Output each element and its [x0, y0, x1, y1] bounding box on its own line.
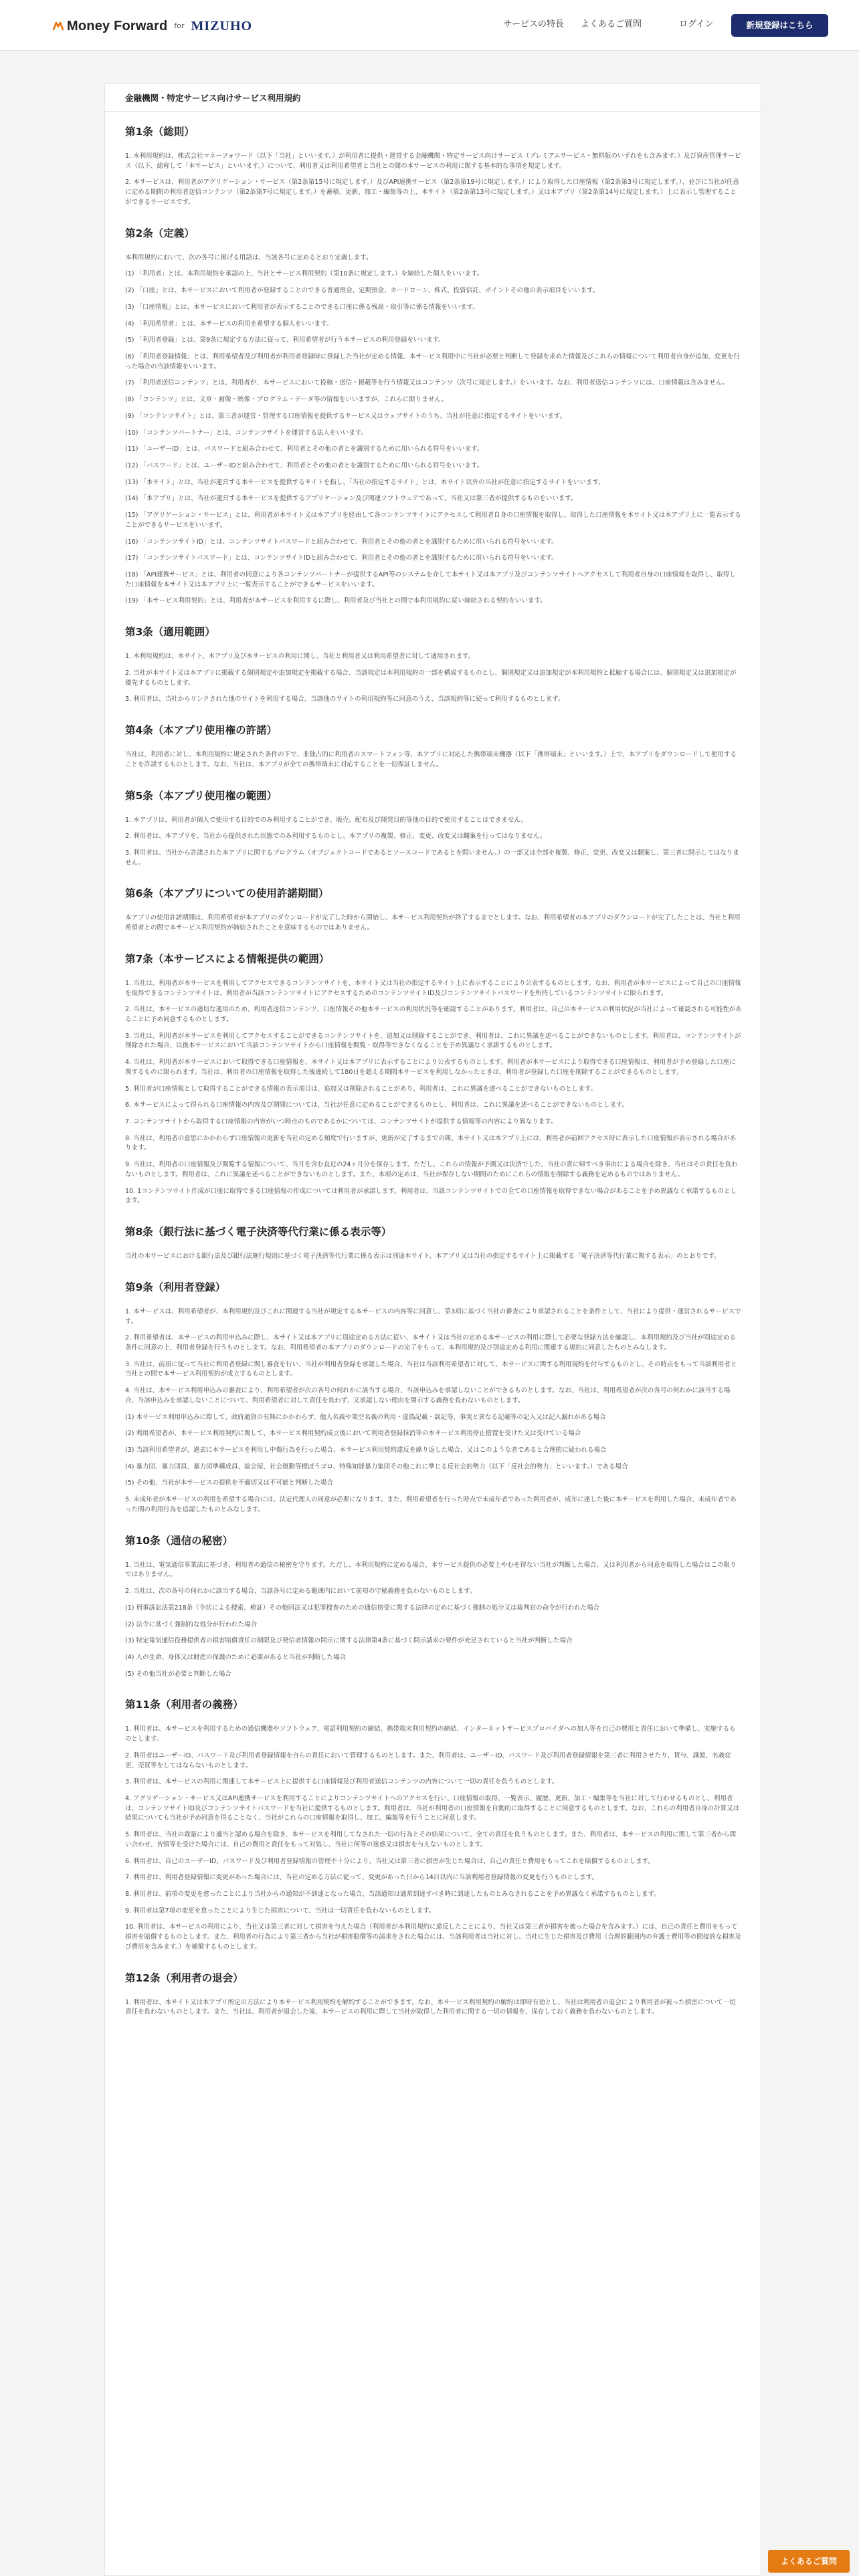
signup-button[interactable]: 新規登録はこちら [731, 14, 828, 37]
article-paragraph: 4. 当社は、本サービス利用申込みの審査により、利用希望者が次の各号の何れかに該当する場合、当該申込みを承認しないことができるものとします。なお、当社は、利用希望者が次の各号の何れかに該当する場合、当該申込みを承認しないことについて、利用希望者に対して責任を負わず、又承認しない理由を開示する義務を負わないものとします。 [125, 1387, 731, 1404]
article-paragraph: 6. 利用者は、自己のユーザーID、パスワード及び利用者登録情報の管理不十分により、当社又は第三者に損害が生じた場合は、自己の責任と費用をもってこれを賠償するものとします。 [125, 1857, 654, 1865]
nav-features-link[interactable]: サービスの特長 [503, 19, 565, 29]
article-heading: 第3条（適用範囲） [125, 626, 215, 639]
article-paragraph: (2) 「口座」とは、本サービスにおいて利用者が登録することのできる普通預金、定期預金、カードローン、株式、投資信託、ポイントその他の表示項目をいいます。 [125, 287, 599, 295]
article-paragraph: 3. 利用者は、当社からリンクされた他のサイトを利用する場合、当該他のサイトの利用規約等に同意のうえ、当該規約等に従って利用するものとします。 [125, 695, 565, 704]
article-paragraph: (16) 「コンテンツサイトID」とは、コンテンツサイトパスワードと組み合わせて、利用者とその他の者とを識別するために用いられる符号をいいます。 [125, 538, 558, 546]
article-paragraph: (19) 「本サービス利用契約」とは、利用者が本サービスを利用するに際し、利用者及び当社との間で本利用規約に従い締結される契約をいいます。 [125, 597, 547, 605]
terms-card [104, 83, 761, 2576]
article-paragraph: 3. 当社は、利用者が本サービスを利用してアクセスすることができるコンテンツサイトを、追加又は削除することができ、利用者は、これに異議を述べることができないものとします。利用者は、コンテンツサイトが削除された場合、以後本サービスにおいて当該コンテンツサイトから口座情報を閲覧・取得等できなくなることを予め異議なく承諾するものとします。 [125, 1032, 741, 1050]
article-paragraph: (6) 「利用者登録情報」とは、利用希望者及び利用者が利用者登録時に登録した当社が定める情報、本サービス利用中に当社が必要と判断して登録を求めた情報及びこれらの情報について利用者自身が追加、変更を行った場合の当該情報をいいます。 [125, 352, 740, 370]
article-paragraph: (5) 「利用者登録」とは、第9条に規定する方法に従って、利用希望者が行う本サービスの利用登録をいいます。 [125, 336, 445, 344]
article-paragraph: 7. 利用者は、利用者登録情報に変更があった場合には、当社の定める方法に従って、変更があった日から14日以内に当該利用者登録情報の変更を行うものとします。 [125, 1874, 599, 1882]
article-paragraph: (3) 「口座情報」とは、本サービスにおいて利用者が表示することのできる口座に係る残高・取引等に係る情報をいいます。 [125, 303, 479, 311]
article-paragraph: 当社の本サービスにおける銀行法及び銀行法施行規則に基づく電子決済等代行業に係る表示は別途本サイト、本アプリ又は当社の指定するサイト上に掲載する「電子決済等代行業に関する表示」のとおりです。 [125, 1253, 721, 1261]
article-paragraph: 2. 利用者は、本アプリを、当社から提供された状態でのみ利用するものとし、本アプリの複製、修正、変更、改変又は翻案を行ってはなりません。 [125, 833, 547, 841]
article-paragraph: (5) その他当社が必要と判断した場合 [125, 1670, 231, 1678]
article-paragraph: 10. 利用者は、本サービスの利用により、当社又は第三者に対して損害を与えた場合（利用者が本利用規約に違反したことにより、当社又は第三者が損害を被った場合を含みます。）には、自己の責任と費用をもって損害を賠償するものとします。また、利用者の行為により第三者から当社が損害賠償等の請求をされた場合には、当該利用者は当社に対し、当社に生じた損害及び費用（合理的範囲内の弁護士費用等の間接的な損害及び費用を含みます。）を補償するものとします。 [125, 1923, 741, 1951]
article-paragraph: 1. 当社は、利用者が本サービスを利用してアクセスできるコンテンツサイトを、本サイト又は当社の指定するサイト上に表示することにより公表するものとします。なお、利用者が本サービスによって自己の口座情報を取得できるコンテンツサイトは、利用者が当該コンテンツサイトにアクセスするためのコンテンツサイトID及びコンテンツサイトパスワードを所持しているコンテンツサイトに限られます。 [125, 979, 741, 997]
article-paragraph: 4. 当社は、利用者が本サービスにおいて取得できる口座情報を、本サイト又は本アプリに表示することにより公表するものとします。利用者が本サービスにより取得できる口座情報は、利用者が予め登録した口座に関するものに限られます。当社は、利用者の口座情報を取得した後連続して180日を超える期間本サービスを利用しなかったときは、利用者が登録した口座を削除することができるものとします。 [125, 1059, 736, 1076]
faq-floating-button[interactable]: よくあるご質問 [768, 2550, 850, 2573]
article-paragraph: 2. 当社は、次の各号の何れかに該当する場合、当該各号に定める範囲内において前項の守秘義務を負わないものとします。 [125, 1588, 476, 1596]
article-paragraph: (8) 「コンテンツ」とは、文章・画像・映像・プログラム・データ等の情報をいいますが、これらに限りません。 [125, 396, 448, 404]
article-heading: 第4条（本アプリ使用権の許諾） [125, 724, 278, 737]
nav-faq-link[interactable]: よくあるご質問 [581, 19, 642, 29]
article-paragraph: (15) 「アグリゲーション・サービス」とは、利用者が本サイト又は本アプリを経由して各コンテンツサイトにアクセスして利用者自身の口座情報を取得し、取得した口座情報を本サイト又は本アプリ上に一覧表示することができるサービスをいいます。 [125, 512, 741, 529]
article-paragraph: 2. 利用者はユーザーID、パスワード及び利用者登録情報を自らの責任において管理するものとします。また、利用者は、ユーザーID、パスワード及び利用者登録情報を第三者に利用させたり、貸与、譲渡、名義変更、売買等をしてはならないものとします。 [125, 1751, 731, 1769]
article-paragraph: 1. 当社は、電気通信事業法に基づき、利用者の通信の秘密を守ります。ただし、本利用規約に定める場合、本サービス提供の必要上やむを得ない当社が判断した場合、又は利用者から同意を取得した場合はこの限りではありません。 [125, 1561, 737, 1579]
article-paragraph: 7. コンテンツサイトから取得する口座情報の内容がいつ時点のものであるかについては、コンテンツサイトが提供する情報等の内容により異なります。 [125, 1118, 557, 1126]
article-paragraph: 9. 当社は、利用者の口座情報及び閲覧する情報について、当月を含む直近の24ヶ月分を保存します。ただし、これらの情報が予測又は決済でした、当社の責に帰すべき事由による場合を除き、当社はその責任を負わないものとします。利用者は、これに異議を述べることができないものとします。また、本項の定めは、当社が保存しない期間のためにこれらの情報を削除する義務を定めるものではありません。 [125, 1161, 738, 1178]
article-paragraph: 9. 利用者は第7項の変更を怠ったことにより生じた損害について、当社は一切責任を負わないものとします。 [125, 1907, 436, 1915]
article-paragraph: (10) 「コンテンツパートナー」とは、コンテンツサイトを運営する法人をいいます。 [125, 429, 367, 437]
article-paragraph: (1) 本サービス利用申込みに際して、政府通貨の有無にかかわらず、他人名義や架空名義の利用・虚偽記載・誤記等、事実と異なる記載等の記入又は記入漏れがある場合 [125, 1413, 606, 1421]
article-paragraph: (4) 暴力団、暴力団員、暴力団準構成員、総会屋、社会運動等標ぼうゴロ、特殊知能暴力集団その他これに準じる反社会的勢力（以下「反社会的勢力」といいます。）である場合 [125, 1463, 628, 1471]
brand-logo[interactable] [52, 17, 252, 35]
article-paragraph: (3) 特定電気通信役務提供者の損害賠償責任の制限及び発信者情報の開示に関する法律第4条に基づく開示請求の要件が充足されていると当社が判断した場合 [125, 1637, 573, 1645]
article-paragraph: (5) その他、当社が本サービスの提供を不適切又は不可能と判断した場合 [125, 1479, 333, 1487]
article-heading: 第7条（本サービスによる情報提供の範囲） [125, 952, 330, 965]
article-heading: 第6条（本アプリについての使用許諾期間） [125, 887, 329, 900]
article-paragraph: 3. 当社は、前項に従って当社に利用者登録に関し審査を行い、当社が利用者登録を承認した場合、当社は当該利用希望者に対して、本サービスに関する利用規約を付与するものとし、その時点をもって当該利用者と当社との間で本サービス利用契約が成立するものとします。 [125, 1360, 737, 1378]
article-paragraph: 10. 1コンテンツサイト作成が口座に取得できる口座情報の作成については利用者が承諾します。利用者は、当該コンテンツサイトでの全ての口座情報を取得できない場合があることを予め異議なく承諾するものとします。 [125, 1187, 737, 1205]
article-paragraph: 3. 利用者は、当社から許諾された本アプリに関するプログラム（オブジェクトコードであるとソースコードであるとを問いません。）の一部又は全部を複製、修正、変更、改変又は翻案し、第三者に開示してはなりません。 [125, 849, 739, 867]
terms-body [125, 124, 742, 2024]
article-paragraph: (4) 人の生命、身体又は財産の保護のために必要があると当社が判断した場合 [125, 1653, 346, 1661]
article-paragraph: (12) 「パスワード」とは、ユーザーIDと組み合わせて、利用者とその他の者とを識別するために用いられる符号をいいます。 [125, 461, 484, 469]
article-paragraph: (17) 「コンテンツサイトパスワード」とは、コンテンツサイトIDと組み合わせて、利用者とその他の者とを識別するために用いられる符号をいいます。 [125, 554, 558, 562]
article-paragraph: (18) 「API連携サービス」とは、利用者の同意により各コンテンツパートナーが提供するAPI等のシステムを介して本サイト又は本アプリ及びコンテンツサイトへアクセスして利用者自身の口座情報を取得し、取得した口座情報を本サイト又は本アプリ上に一覧表示することができるサービスをいいます。 [125, 571, 736, 588]
article-paragraph: (14) 「本アプリ」とは、当社が運営する本サービスを提供するアプリケーション及び関連ソフトウェアであって、当社又は第三者が提供するものをいいます。 [125, 495, 577, 503]
article-heading: 第8条（銀行法に基づく電子決済等代行業に係る表示等） [125, 1226, 392, 1239]
article-paragraph: 2. 本サービスは、利用者がアグリゲーション・サービス（第2条第15号に規定します。）及びAPI連携サービス（第2条第19号に規定します。）により取得した口座情報（第2条第3号に規定します。）、並びに当社が任意に定める期間の利用者送信コンテンツ（第2条第7号に規定します。）を蓄積、更新、加工・編集等の上、本サイト（第2条第13号に規定します。）又は本アプリ（第2条第14号に規定します。）上に表示し管理することができるサービスです。 [125, 179, 739, 206]
article-paragraph: 8. 利用者は、前項の変更を怠ったことにより当社からの通知が不到達となった場合、当該通知は通常到達すべき時に到達したものとみなされることを予め異議なく承諾するものとします。 [125, 1891, 660, 1899]
article-paragraph: 5. 利用者が口座情報として取得することができる情報の表示項目は、追加又は削除されることがあり、利用者は、これに異議を述べることができないものとします。 [125, 1085, 597, 1093]
article-paragraph: 8. 当社は、利用者の意思にかかわらず口座情報の更新を当社の定める頻度で行いますが、更新が完了するまでの間、本サイト又は本アプリ上には、利用者が前回アクセス時に表示した口座情報が表示される場合があります。 [125, 1134, 737, 1152]
article-paragraph: 5. 利用者は、当社の裁量により適当と認める場合を除き、本サービスを利用してなされた一切の行為とその結果について、全ての責任を負うものとします。また、利用者は、本サービスの利用に関して第三者から問い合わせ、苦情等を受けた場合には、自己の費用と責任をもって対処し、当社に何等の迷惑又は損害を与えないものとします。 [125, 1831, 737, 1848]
article-heading: 第1条（総則） [125, 126, 195, 138]
article-heading: 第9条（利用者登録） [125, 1281, 226, 1293]
article-paragraph: (11) 「ユーザーID」とは、パスワードと組み合わせて、利用者とその他の者とを識別するために用いられる符号をいいます。 [125, 445, 484, 453]
article-paragraph: 1. 利用者は、本サービスを利用するための通信機器やソフトウェア、電話利用契約の締結、携帯端末利用契約の締結、インターネットサービスプロバイダへの加入等を自己の費用と責任において準備し、実施するものとします。 [125, 1725, 736, 1743]
article-paragraph: 1. 本利用規約は、株式会社マネーフォワード（以下「当社」といいます。）が利用者に提供・運営する金融機関・特定サービス向けサービス（プレミアムサービス・無料版のいずれをも含みます。）及び資産管理サービス（以下、総称して「本サービス」といいます。）について、利用者又は利用希望者と当社との間の本サービスの利用に関する基本的な事項を規定します。 [125, 152, 741, 170]
brand-for: for [174, 21, 185, 31]
article-paragraph: (4) 「利用希望者」とは、本サービスの利用を希望する個人をいいます。 [125, 320, 333, 328]
article-paragraph: 1. 利用者は、本サイト又は本アプリ所定の方法により本サービス利用契約を解約することができます。なお、本サービス利用契約の解約は即時有効とし、当社は利用者の退会により利用者が被った損害について一切責任を負わないものとします。また、当社は、利用者が退会した後、本サービスの利用に際して当社が取得した利用者に関する一切の情報を、保存しておく義務を負わないものとします。 [125, 1998, 736, 2016]
brand-money-forward: Money Forward [67, 18, 168, 33]
article-paragraph: 4. アグリゲーション・サービス又はAPI連携サービスを利用することによりコンテンツサイトへのアクセスを行い、口座情報の取得、一覧表示、履歴、更新、加工・編集等を当社に対して行わせるものとし、利用者は、コンテンツサイトID及びコンテンツサイトパスワードを当社に提供するものとします。利用者は、当社が利用者の口座情報を自動的に取得することに同意するものとします。なお、これらの利用者自身の計算又は結果についても当社が予め同意を得ることなく、当社がこれらの口座情報を取得し、加工、編集等を行うことに同意します。 [125, 1794, 740, 1822]
article-paragraph: 本利用規約において、次の各号に掲げる用語は、当該各号に定めるとおり定義します。 [125, 253, 373, 261]
article-heading: 第5条（本アプリ使用権の範囲） [125, 789, 278, 802]
article-paragraph: 2. 当社が本サイト又は本アプリに掲載する個別規定や追加規定を掲載する場合、当該規定は本利用規約の一部を構成するものとし、個別規定又は追加規定が本利用規約と抵触する場合には、個別規定又は追加規定が優先するものとします。 [125, 669, 737, 687]
brand-mizuho: MIZUHO [191, 18, 253, 33]
nav-login-link[interactable]: ログイン [679, 19, 714, 29]
article-paragraph: 2. 利用希望者は、本サービスの利用申込みに際し、本サイト又は本アプリに別途定める方法に従い、本サイト又は当社の定める本サービスの利用に際して必要な登録方法を確認し、本利用規約及び当社が別途定める条件に同意の上、利用者登録を行うものとします。なお、利用希望者の本アプリのダウンロードの完了をもって、本利用規約及び別途定める利用に関連する規約に同意したものとみなします。 [125, 1334, 736, 1352]
article-paragraph: 5. 未成年者が本サービスの利用を希望する場合には、法定代理人の同意が必要になります。また、利用希望者を行った時点で未成年者であった利用者が、成年に達した後に本サービスを利用した場合、未成年者であった間の利用行為を追認したものとみなします。 [125, 1496, 737, 1513]
article-paragraph: (7) 「利用者送信コンテンツ」とは、利用者が、本サービスにおいて投稿・送信・掲載等を行う情報又はコンテンツ（次号に規定します。）をいいます。なお、利用者送信コンテンツには、口座情報は含みません。 [125, 379, 729, 387]
article-paragraph: 3. 利用者は、本サービスの利用に関連して本サービス上に提供する口座情報及び利用者送信コンテンツの内容について一切の責任を負うものとします。 [125, 1778, 559, 1786]
article-heading: 第2条（定義） [125, 227, 195, 239]
article-paragraph: 当社は、利用者に対し、本利用規約に規定された条件の下で、非独占的に利用者のスマートフォン等、本アプリに対応した携帯端末機器（以下「携帯端末」といいます。）上で、本アプリをダウンロードして使用することを許諾するものとします。なお、当社は、本アプリが全ての携帯端末に対応することを一切保証しません。 [125, 751, 737, 768]
article-paragraph: 1. 本サービスは、利用希望者が、本利用規約及びこれに関連する当社が規定する本サービスの内容等に同意し、第3項に基づく当社の審査により承認されることを条件として、当社により提供・運営されるサービスです。 [125, 1307, 741, 1325]
article-paragraph: (1) 「利用者」とは、本利用規約を承認の上、当社とサービス利用契約（第10条に規定します。）を締結した個人をいいます。 [125, 270, 484, 278]
article-paragraph: (1) 刑事訴訟法第218条（令状による捜索、検証）その他同法又は犯罪捜査のための通信傍受に関する法律の定めに基づく強制の処分又は裁判官の命令が行われた場合 [125, 1604, 600, 1612]
money-forward-logo-icon [52, 20, 64, 32]
article-paragraph: 6. 本サービスによって得られる口座情報の内容及び期間については、当社が任意に定めることができるものとし、利用者は、これに異議を述べることができないものとします。 [125, 1101, 629, 1109]
article-paragraph: 1. 本利用規約は、本サイト、本アプリ及び本サービスの利用に関し、当社と利用者又は利用希望者に対して適用されます。 [125, 653, 475, 661]
article-heading: 第12条（利用者の退会） [125, 1971, 244, 1984]
article-paragraph: (2) 法令に基づく強制的な処分が行われた場合 [125, 1620, 257, 1628]
article-paragraph: 本アプリの使用許諾期間は、利用希望者が本アプリのダウンロードが完了した時から開始し、本サービス利用契約が終了するまでとします。なお、利用希望者の本アプリのダウンロードが完了したことは、当社と利用希望者との間で本サービス利用契約が締結されたことを意味するものではありません。 [125, 914, 741, 932]
article-paragraph: 1. 本アプリは、利用者が個人で使用する目的でのみ利用することができ、販売、配布及び開発目的等他の目的で使用することはできません。 [125, 816, 527, 824]
article-paragraph: (3) 当該利用希望者が、過去に本サービスを利用し中傷行為を行った場合、本サービス利用契約違反を繰り返した場合、又はこのような者であると合理的に疑われる場合 [125, 1446, 607, 1455]
page-title: 金融機関・特定サービス向けサービス利用規約 [125, 93, 301, 103]
site-header [0, 0, 859, 51]
article-heading: 第11条（利用者の義務） [125, 1699, 244, 1711]
article-paragraph: (13) 「本サイト」とは、当社が運営する本サービスを提供するサイトを指し、「当社の指定するサイト」とは、本サイト以外の当社が任意に指定するサイトをいいます。 [125, 478, 605, 486]
terms-card-header [105, 84, 761, 112]
article-paragraph: (2) 利用希望者が、本サービス利用契約に関して、本サービス利用契約成立後において利用者登録抹消等の本サービス利用停止措置を受けた又は受けている場合 [125, 1430, 581, 1438]
article-paragraph: 2. 当社は、本サービスの適切な運用のため、利用者送信コンテンツ、口座情報その他本サービスの利用状況等を確認することがあります。利用者は、自己の本サービスの利用状況が当社によって確認される可能性があることに予め同意するものとします。 [125, 1006, 742, 1024]
article-heading: 第10条（通信の秘密） [125, 1534, 233, 1547]
article-paragraph: (9) 「コンテンツサイト」とは、第三者が運営・管理する口座情報を提供するサービス又はウェブサイトのうち、当社が任意に指定するサイトをいいます。 [125, 412, 566, 420]
